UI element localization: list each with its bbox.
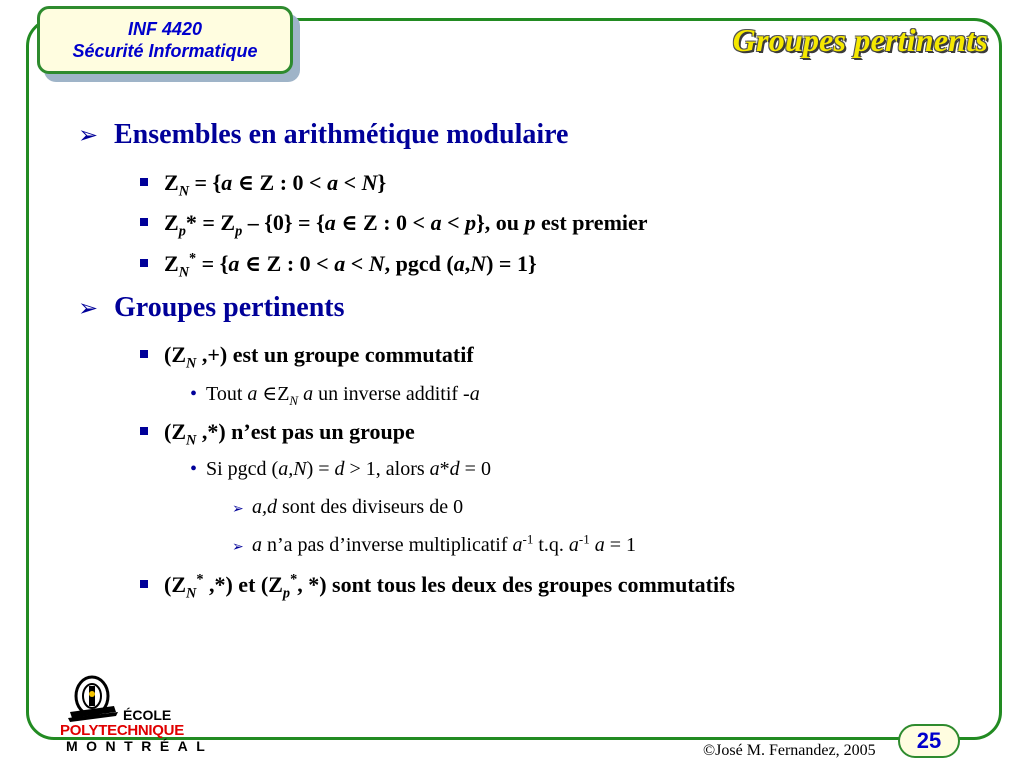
section-heading-text: Groupes pertinents [114, 292, 345, 323]
square-bullet-icon [140, 218, 148, 226]
bullet-zn-star-def [140, 250, 537, 281]
square-bullet-icon [140, 178, 148, 186]
math-expression: $Z_N^* = \{a$ ∈ Z : 0 < a < N, pgcd (a,N) = 1} [164, 250, 537, 281]
copyright-text: ©José M. Fernandez, 2005 [703, 742, 876, 759]
course-name: Sécurité Informatique [72, 41, 258, 61]
bullet-zn-times [140, 419, 415, 449]
bullet-text: un inverse additif - [318, 383, 470, 405]
arrow-bullet-icon: ➢ [78, 294, 99, 322]
page-number: 25 [898, 724, 960, 758]
logo-polytechnique-text: POLYTECHNIQUE [60, 722, 184, 739]
section-heading-text: Ensembles en arithmétique modulaire [114, 119, 569, 150]
course-code: INF 4420 [127, 19, 203, 39]
arrow-bullet-icon: ➢ [78, 121, 99, 149]
slide-title: Groupes pertinents [732, 22, 988, 58]
dot-bullet-icon: • [190, 458, 198, 480]
bullet-text: n’a pas d’inverse multiplicatif [267, 534, 508, 556]
math-expression: $a^{-1}$ t.q. $a^{-1}$ a = 1 [512, 531, 637, 556]
logo-montreal-text: MONTRÉAL [66, 738, 214, 754]
section-heading-groups [78, 292, 345, 324]
bullet-both-commutative [140, 571, 735, 602]
square-bullet-icon [140, 259, 148, 267]
sub-bullet-additive-inverse: • Tout a $\in Z_N$ a un inverse additif -a [190, 383, 480, 408]
square-bullet-icon [140, 350, 148, 358]
math-expression: ($Z_N$ ,+) est un groupe commutatif [164, 342, 474, 372]
square-bullet-icon [140, 427, 148, 435]
bullet-zp-def [140, 210, 648, 240]
arrow-bullet-icon: ➢ [232, 539, 244, 555]
bullet-text: , *) sont tous les deux des groupes commutatifs [297, 572, 735, 597]
math-expression: ($Z_N^*$ ,*) et ($Z_p^*$ [164, 571, 298, 602]
bullet-text: sont des diviseurs de 0 [282, 496, 464, 518]
math-expression: $Z_p* = Z_p - \{0\} = \{a$ ∈ Z : 0 < a < p}, ou p est premier [164, 210, 648, 240]
sub-bullet-pgcd [190, 458, 491, 481]
sub-sub-bullet-divisors [232, 496, 463, 519]
bullet-text: Si pgcd ( [206, 458, 279, 480]
math-expression: ($Z_N$ ,*) n’est pas un groupe [164, 419, 415, 449]
sub-sub-bullet-no-inverse [232, 531, 637, 557]
section-heading-sets [78, 119, 568, 151]
math-expression: a,N) = d > 1, alors a*d = 0 [278, 458, 491, 480]
math-expression: a [252, 534, 262, 556]
square-bullet-icon [140, 580, 148, 588]
math-expression: Tout a $\in Z_N$ a [206, 383, 314, 408]
dot-bullet-icon: • [190, 383, 198, 405]
logo-ecole-text: ÉCOLE [123, 707, 172, 723]
bullet-zn-def [140, 170, 387, 200]
arrow-bullet-icon: ➢ [232, 501, 244, 517]
math-expression: $Z_N = \{a$ ∈ Z : 0 < a < N} [164, 170, 387, 200]
bullet-zn-plus [140, 342, 474, 372]
math-expression: a,d [252, 496, 277, 518]
